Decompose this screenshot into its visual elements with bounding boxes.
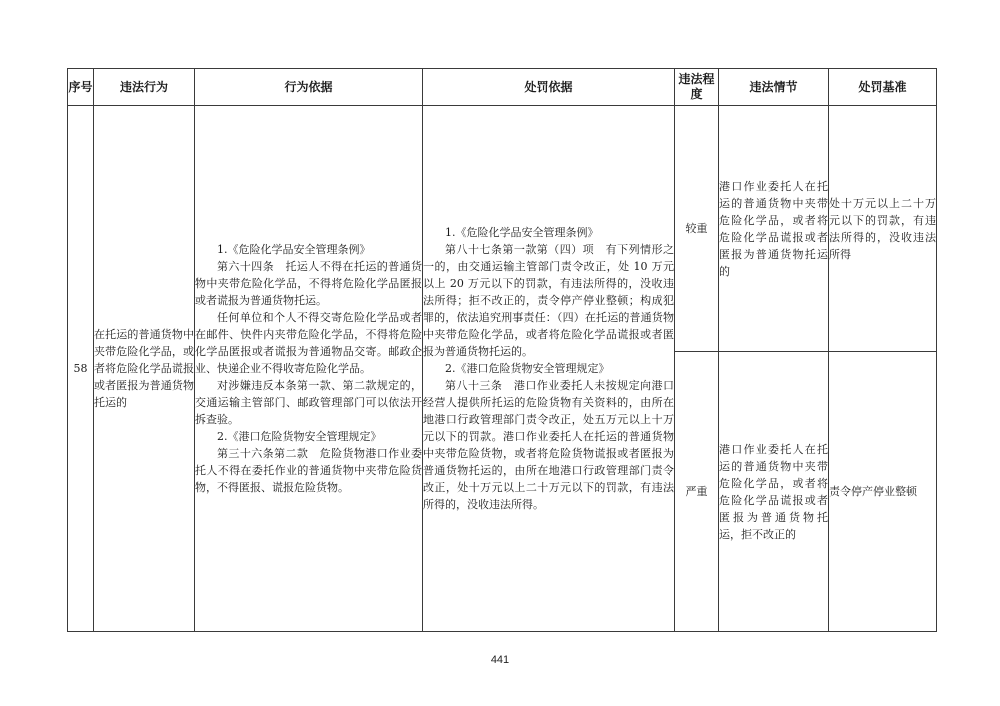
punish-law-1: 1.《危险化学品安全管理条例》 [445, 226, 599, 239]
basis-law-1: 1.《危险化学品安全管理条例》 [217, 243, 371, 256]
basis-article-2: 任何单位和个人不得交寄危险化学品或者在邮件、快件内夹带危险化学品，不得将危险化学品匿报或者谎报为普通物品交寄。邮政企业、快递企业不得收寄危险化学品。 [195, 311, 422, 375]
header-standard: 处罚基准 [829, 69, 937, 106]
punish-article-2: 第八十三条 港口作业委托人未按规定向港口经营人提供所托运的危险货物有关资料的，由所在地港口行政管理部门责令改正，处五万元以上十万元以下的罚款。港口作业委托人在托运的普通货物中夹带危险货物，或者将危险货物谎报或者匿报为普通货物托运的，由所在地港口行政管理部门责令改正，处十万元以上二十万元以下的罚款，有违法所得的，没收违法所得。 [423, 379, 674, 511]
row-basis [195, 106, 423, 632]
header-act: 违法行为 [94, 69, 195, 106]
circumstance-severe: 港口作业委托人在托运的普通货物中夹带危险化学品，或者将危险化学品谎报或者匿报为普通货物托运，拒不改正的 [719, 352, 829, 632]
standard-severe: 责令停产停业整顿 [829, 352, 937, 632]
table-row [68, 106, 937, 352]
row-act: 在托运的普通货物中夹带危险化学品，或者将危险化学品谎报或者匿报为普通货物托运的 [94, 106, 195, 632]
header-basis: 行为依据 [195, 69, 423, 106]
punish-law-2: 2.《港口危险货物安全管理规定》 [445, 362, 610, 375]
degree-severe: 严重 [675, 352, 719, 632]
table-header-row [68, 69, 937, 106]
header-circumstance: 违法情节 [719, 69, 829, 106]
page-number: 441 [490, 654, 510, 666]
header-seq: 序号 [68, 69, 94, 106]
row-punishment [423, 106, 675, 632]
basis-law-2: 2.《港口危险货物安全管理规定》 [217, 430, 382, 443]
penalty-standard-table [67, 68, 937, 632]
basis-article-1: 第六十四条 托运人不得在托运的普通货物中夹带危险化学品，不得将危险化学品匿报或者谎报为普通货物托运。 [195, 260, 422, 307]
header-degree: 违法程度 [675, 69, 719, 106]
degree-serious: 较重 [675, 106, 719, 352]
basis-article-4: 第三十六条第二款 危险货物港口作业委托人不得在委托作业的普通货物中夹带危险货物，不得匿报、谎报危险货物。 [195, 447, 422, 494]
punish-article-1: 第八十七条第一款第（四）项 有下列情形之一的，由交通运输主管部门责令改正，处 10 万元以上 20 万元以下的罚款，有违法所得的，没收违法所得；拒不改正的，责令停产停业整顿；构成犯罪的，依法追究刑事责任：（四）在托运的普通货物中夹带危险化学品，或者将危险化学品谎报或者匿报为普通货物托运的。 [423, 243, 674, 358]
circumstance-serious: 港口作业委托人在托运的普通货物中夹带危险化学品，或者将危险化学品谎报或者匿报为普通货物托运的 [719, 106, 829, 352]
header-punishment: 处罚依据 [423, 69, 675, 106]
standard-serious: 处十万元以上二十万元以下的罚款，有违法所得的，没收违法所得 [829, 106, 937, 352]
basis-article-3: 对涉嫌违反本条第一款、第二款规定的，交通运输主管部门、邮政管理部门可以依法开拆查验。 [195, 379, 422, 426]
row-seq: 58 [68, 106, 94, 632]
